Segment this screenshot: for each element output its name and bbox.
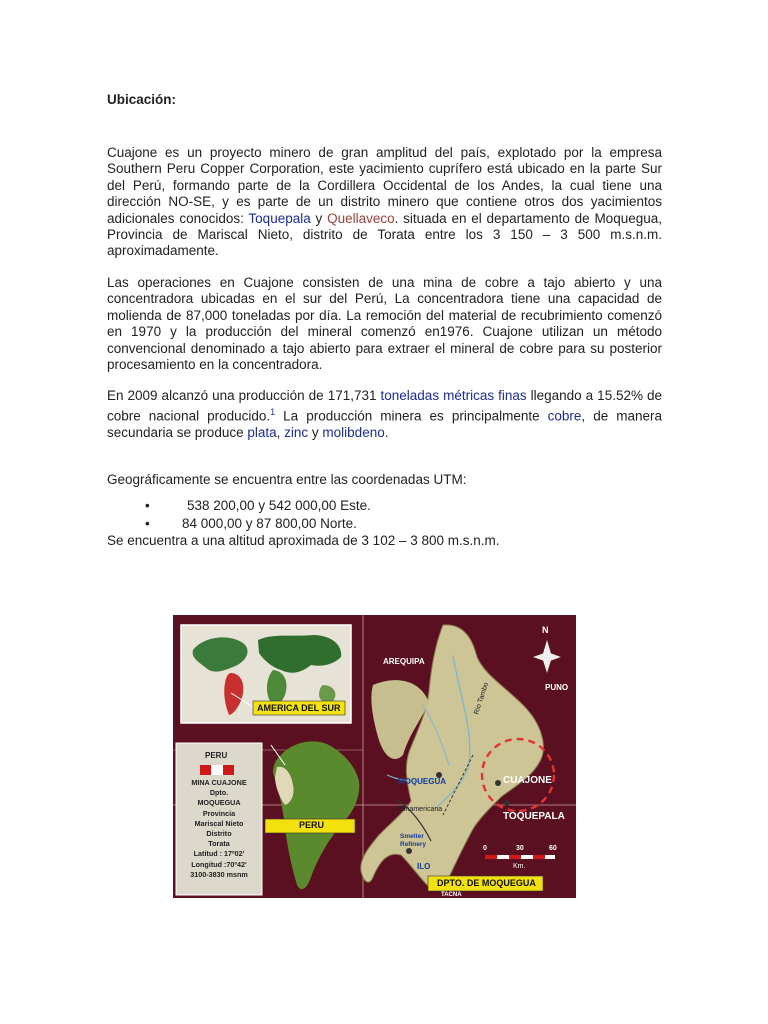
map-label-rio-tambo: Rio Tambo — [473, 681, 491, 716]
altitude-text: Se encuentra a una altitud aproximada de 3 102 – 3 800 m.s.n.m. — [107, 533, 500, 548]
link-cobre[interactable]: cobre — [547, 408, 582, 424]
map-label-cuajone: CUAJONE — [503, 775, 552, 786]
map-label-peru: PERU — [299, 820, 325, 830]
paragraph-operations: Las operaciones en Cuajone consisten de una mina de cobre a tajo abierto y una concentradora ubicadas en el sur del Perú, La concentradora tiene una capacidad de molienda de 87,000 toneladas por día. La remoción del material de recubrimiento comenzó en 1970 y la producción del mineral comenzó en1976. Cuajone utilizan un método convencional denominado a tajo abierto para extraer el mineral de cobre para su posterior procesamiento en la concentradora. — [107, 275, 662, 373]
map-label-puno: PUNO — [545, 683, 569, 692]
location-map-figure — [173, 615, 576, 898]
map-label-moquegua: MOQUEGUA — [398, 777, 446, 786]
north-icon: N — [542, 625, 549, 635]
bullet-dot: • — [145, 498, 150, 513]
map-label-america: AMERICA DEL SUR — [257, 703, 341, 713]
map-info-block: MINA CUAJONE Dpto. MOQUEGUA Provincia Mariscal Nieto Distrito Torata Latitud : 17º02' Longitud :70º42' 3100-3830 msnm — [190, 778, 248, 879]
link-molibdeno[interactable]: molibdeno — [322, 425, 385, 441]
paragraph-production: En 2009 alcanzó una producción de 171,731 toneladas métricas finas llegando a 15.52% de cobre nacional producido.$^1$ La producción minera es principalmente cobre, de manera secundaria se produce plata, zinc y molibdeno. — [107, 388, 662, 441]
map-label-toquepala: TOQUEPALA — [503, 811, 565, 822]
link-toneladas[interactable]: toneladas métricas finas — [380, 388, 527, 403]
section-heading: Ubicación: — [107, 92, 177, 107]
map-label-peru-title: PERU — [205, 751, 228, 760]
map-label-arequipa: AREQUIPA — [383, 657, 425, 666]
scale-30: 30 — [516, 845, 524, 852]
coords-title: Geográficamente se encuentra entre las coordenadas UTM: — [107, 472, 467, 487]
scale-60: 60 — [549, 845, 557, 852]
footnote-ref[interactable]: 1 — [270, 407, 276, 418]
map-label-panamericana: Panamericana — [397, 806, 443, 813]
map-label-tacna: TACNA — [441, 892, 462, 898]
paragraph-location: Cuajone es un proyecto minero de gran amplitud del país, explotado por la empresa Southern Peru Copper Corporation, este yacimiento cuprífero está ubicado en la parte Sur del Perú, formando parte de la Cordillera Occidental de los Andes, la cual tiene una dirección NO-SE, y es parte de un distrito minero que contiene otros dos yacimientos adicionales conocidos: Toquepala y Quellaveco. situada en el departamento de Moquegua, Provincia de Mariscal Nieto, distrito de Torata entre los 3 150 – 3 500 m.s.n.m. aproximadamente. — [107, 145, 662, 259]
map-label-smelter: Smelter Refinery — [400, 833, 427, 848]
link-zinc[interactable]: zinc — [284, 425, 309, 441]
scale-unit: Km. — [513, 863, 526, 870]
map-label-dpto: DPTO. DE MOQUEGUA — [437, 878, 536, 888]
map-label-ilo: ILO — [417, 862, 431, 871]
link-toquepala[interactable]: Toquepala — [248, 210, 311, 226]
link-plata[interactable]: plata — [247, 425, 277, 441]
scale-0: 0 — [483, 845, 487, 852]
bullet-dot: • — [145, 516, 150, 531]
link-quellaveco[interactable]: Quellaveco — [327, 210, 395, 226]
